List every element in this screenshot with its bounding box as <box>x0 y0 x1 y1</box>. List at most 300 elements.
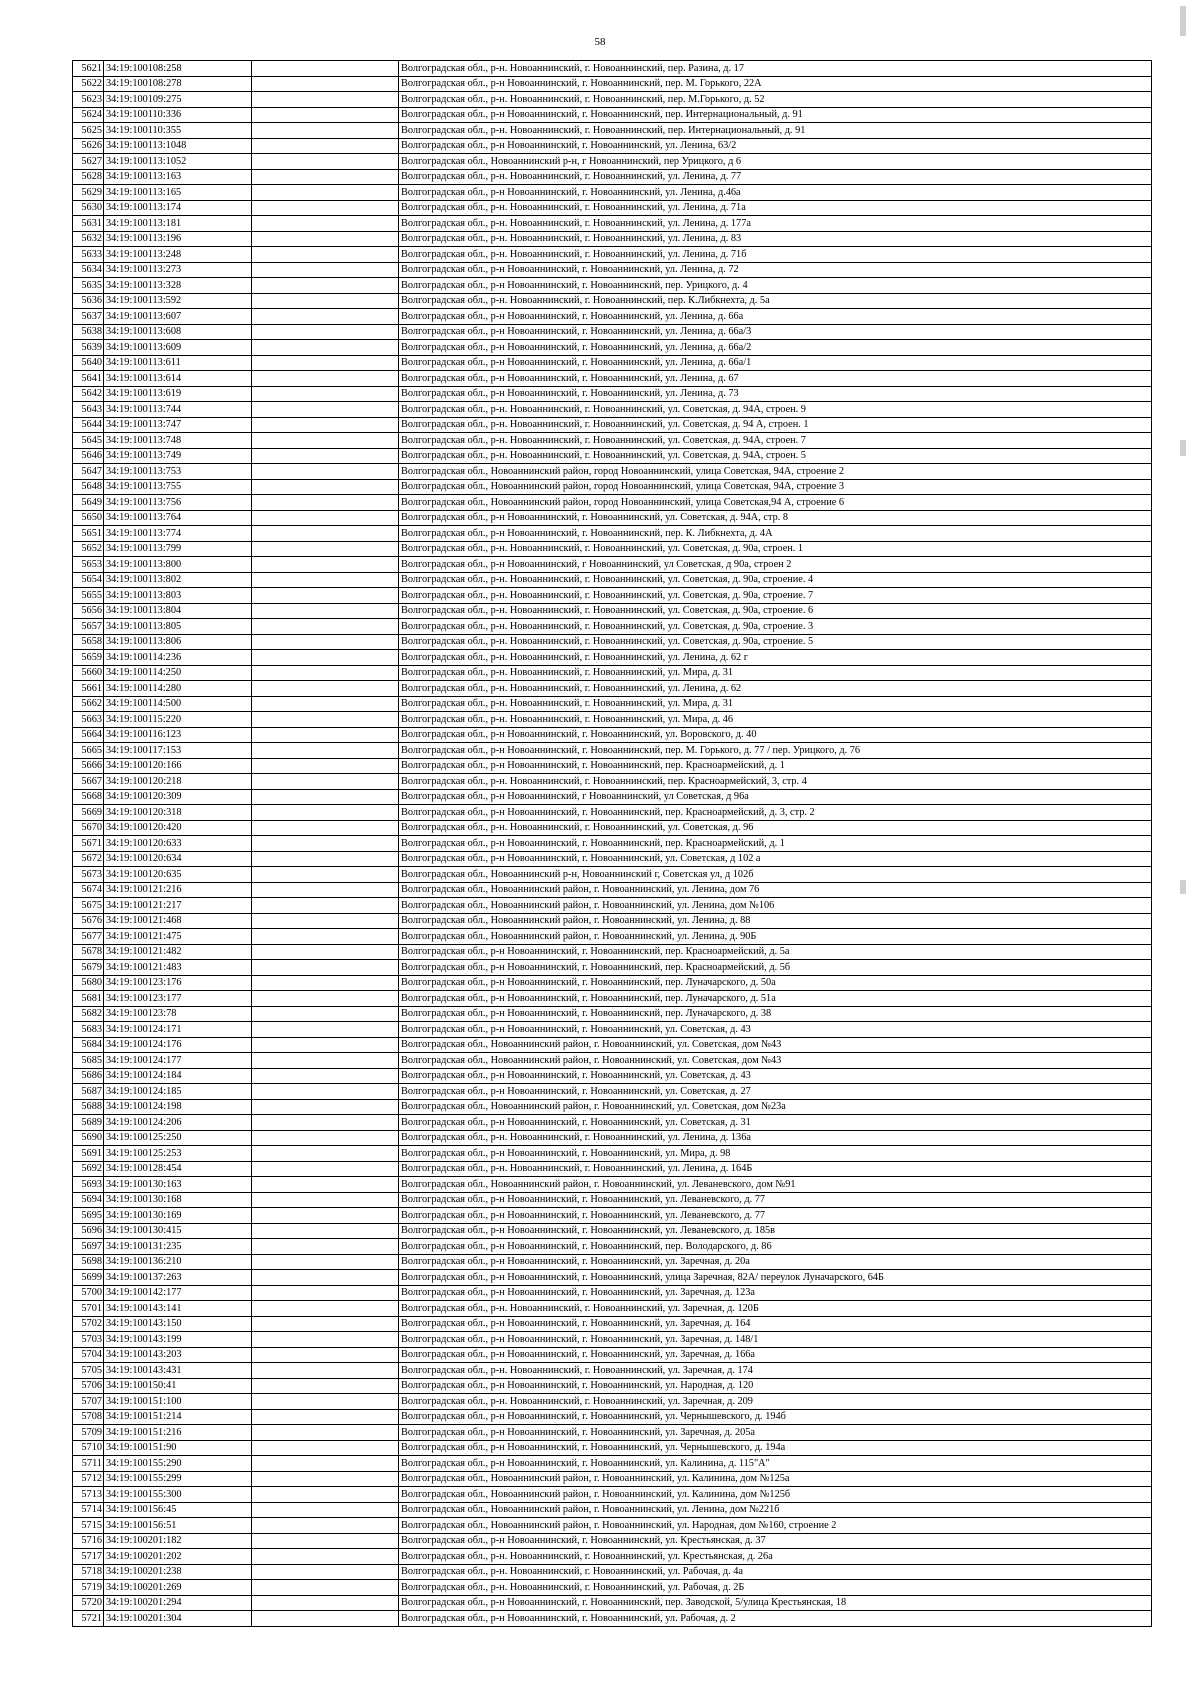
address-cell: Волгоградская обл., Новоаннинский район, город Новоаннинский, улица Советская, 94А, строение 2 <box>399 464 1152 480</box>
cadastral-number-cell: 34:19:100113:747 <box>104 417 252 433</box>
row-number-cell: 5705 <box>73 1363 104 1379</box>
table-row <box>73 1022 1152 1038</box>
address-cell: Волгоградская обл., р-н Новоаннинский, г. Новоаннинский, ул. Чернышевского, д. 194а <box>399 1440 1152 1456</box>
table-row <box>73 1208 1152 1224</box>
row-number-cell: 5691 <box>73 1146 104 1162</box>
row-number-cell: 5719 <box>73 1580 104 1596</box>
empty-cell <box>252 929 399 945</box>
cadastral-number-cell: 34:19:100113:748 <box>104 433 252 449</box>
empty-cell <box>252 1487 399 1503</box>
cadastral-number-cell: 34:19:100201:238 <box>104 1564 252 1580</box>
cadastral-number-cell: 34:19:100125:253 <box>104 1146 252 1162</box>
cadastral-number-cell: 34:19:100110:336 <box>104 107 252 123</box>
cadastral-number-cell: 34:19:100155:299 <box>104 1471 252 1487</box>
empty-cell <box>252 1301 399 1317</box>
address-cell: Волгоградская обл., р-н Новоаннинский, г. Новоаннинский, пер. Урицкого, д. 4 <box>399 278 1152 294</box>
empty-cell <box>252 293 399 309</box>
row-number-cell: 5636 <box>73 293 104 309</box>
table-row <box>73 309 1152 325</box>
empty-cell <box>252 309 399 325</box>
cadastral-number-cell: 34:19:100201:294 <box>104 1595 252 1611</box>
row-number-cell: 5714 <box>73 1502 104 1518</box>
address-cell: Волгоградская обл., р-н Новоаннинский, г. Новоаннинский, ул. Ленина, д. 66а/1 <box>399 355 1152 371</box>
empty-cell <box>252 1611 399 1627</box>
table-row <box>73 1068 1152 1084</box>
address-cell: Волгоградская обл., р-н Новоаннинский, г. Новоаннинский, пер. М. Горького, д. 77 / пер. Урицкого, д. 76 <box>399 743 1152 759</box>
table-row <box>73 1006 1152 1022</box>
table-row <box>73 371 1152 387</box>
address-cell: Волгоградская обл., Новоаннинский р-н, Новоаннинский г, Советская ул, д 102б <box>399 867 1152 883</box>
table-row <box>73 557 1152 573</box>
empty-cell <box>252 634 399 650</box>
address-cell: Волгоградская обл., р-н Новоаннинский, г. Новоаннинский, ул. Ленина, д. 66а/3 <box>399 324 1152 340</box>
table-row <box>73 185 1152 201</box>
row-number-cell: 5674 <box>73 882 104 898</box>
cadastral-number-cell: 34:19:100108:258 <box>104 61 252 77</box>
row-number-cell: 5628 <box>73 169 104 185</box>
cadastral-number-cell: 34:19:100123:78 <box>104 1006 252 1022</box>
table-row <box>73 278 1152 294</box>
row-number-cell: 5718 <box>73 1564 104 1580</box>
empty-cell <box>252 1580 399 1596</box>
table-row <box>73 1471 1152 1487</box>
cadastral-number-cell: 34:19:100113:803 <box>104 588 252 604</box>
row-number-cell: 5641 <box>73 371 104 387</box>
empty-cell <box>252 1115 399 1131</box>
empty-cell <box>252 1440 399 1456</box>
scan-artifact-mark <box>1180 6 1186 36</box>
cadastral-number-cell: 34:19:100115:220 <box>104 712 252 728</box>
empty-cell <box>252 169 399 185</box>
table-row <box>73 805 1152 821</box>
cadastral-number-cell: 34:19:100151:216 <box>104 1425 252 1441</box>
row-number-cell: 5708 <box>73 1409 104 1425</box>
cadastral-number-cell: 34:19:100136:210 <box>104 1254 252 1270</box>
address-cell: Волгоградская обл., р-н. Новоаннинский, г. Новоаннинский, пер. Разина, д. 17 <box>399 61 1152 77</box>
address-cell: Волгоградская обл., р-н Новоаннинский, г. Новоаннинский, пер. Заводской, 5/улица Крестьянская, 18 <box>399 1595 1152 1611</box>
table-row <box>73 1037 1152 1053</box>
empty-cell <box>252 185 399 201</box>
cadastral-number-cell: 34:19:100125:250 <box>104 1130 252 1146</box>
address-cell: Волгоградская обл., р-н Новоаннинский, г. Новоаннинский, ул. Народная, д. 120 <box>399 1378 1152 1394</box>
cadastral-number-cell: 34:19:100123:176 <box>104 975 252 991</box>
empty-cell <box>252 1130 399 1146</box>
empty-cell <box>252 1595 399 1611</box>
row-number-cell: 5662 <box>73 696 104 712</box>
address-cell: Волгоградская обл., р-н. Новоаннинский, г. Новоаннинский, ул. Советская, д. 90а, строение. 7 <box>399 588 1152 604</box>
address-cell: Волгоградская обл., Новоаннинский район, город Новоаннинский, улица Советская, 94А, строение 3 <box>399 479 1152 495</box>
row-number-cell: 5652 <box>73 541 104 557</box>
address-cell: Волгоградская обл., р-н Новоаннинский, г. Новоаннинский, пер. Красноармейский, д. 5а <box>399 944 1152 960</box>
address-cell: Волгоградская обл., р-н. Новоаннинский, г. Новоаннинский, ул. Ленина, д. 136а <box>399 1130 1152 1146</box>
cadastral-number-cell: 34:19:100155:300 <box>104 1487 252 1503</box>
empty-cell <box>252 1378 399 1394</box>
table-row <box>73 1549 1152 1565</box>
cadastral-number-cell: 34:19:100113:196 <box>104 231 252 247</box>
address-cell: Волгоградская обл., р-н Новоаннинский, г. Новоаннинский, ул. Заречная, д. 123а <box>399 1285 1152 1301</box>
table-row <box>73 138 1152 154</box>
row-number-cell: 5686 <box>73 1068 104 1084</box>
empty-cell <box>252 1471 399 1487</box>
records-table-body <box>73 61 1152 1627</box>
address-cell: Волгоградская обл., Новоаннинский район, г. Новоаннинский, ул. Советская, дом №43 <box>399 1037 1152 1053</box>
address-cell: Волгоградская обл., р-н. Новоаннинский, г. Новоаннинский, ул. Советская, д. 96 <box>399 820 1152 836</box>
cadastral-number-cell: 34:19:100113:273 <box>104 262 252 278</box>
row-number-cell: 5676 <box>73 913 104 929</box>
table-row <box>73 1099 1152 1115</box>
cadastral-number-cell: 34:19:100110:355 <box>104 123 252 139</box>
table-row <box>73 944 1152 960</box>
row-number-cell: 5695 <box>73 1208 104 1224</box>
address-cell: Волгоградская обл., р-н Новоаннинский, г. Новоаннинский, пер. М. Горького, 22А <box>399 76 1152 92</box>
row-number-cell: 5698 <box>73 1254 104 1270</box>
empty-cell <box>252 1192 399 1208</box>
row-number-cell: 5679 <box>73 960 104 976</box>
row-number-cell: 5659 <box>73 650 104 666</box>
row-number-cell: 5654 <box>73 572 104 588</box>
row-number-cell: 5638 <box>73 324 104 340</box>
row-number-cell: 5711 <box>73 1456 104 1472</box>
row-number-cell: 5632 <box>73 231 104 247</box>
empty-cell <box>252 650 399 666</box>
row-number-cell: 5648 <box>73 479 104 495</box>
table-row <box>73 510 1152 526</box>
row-number-cell: 5696 <box>73 1223 104 1239</box>
row-number-cell: 5701 <box>73 1301 104 1317</box>
row-number-cell: 5707 <box>73 1394 104 1410</box>
table-row <box>73 743 1152 759</box>
table-row <box>73 1115 1152 1131</box>
empty-cell <box>252 510 399 526</box>
address-cell: Волгоградская обл., р-н. Новоаннинский, г. Новоаннинский, ул. Ленина, д. 71б <box>399 247 1152 263</box>
cadastral-number-cell: 34:19:100120:633 <box>104 836 252 852</box>
cadastral-number-cell: 34:19:100113:607 <box>104 309 252 325</box>
cadastral-number-cell: 34:19:100120:309 <box>104 789 252 805</box>
cadastral-number-cell: 34:19:100124:185 <box>104 1084 252 1100</box>
table-row <box>73 1363 1152 1379</box>
address-cell: Волгоградская обл., р-н. Новоаннинский, г. Новоаннинский, пер. М.Горького, д. 52 <box>399 92 1152 108</box>
address-cell: Волгоградская обл., р-н. Новоаннинский, г. Новоаннинский, ул. Советская, д. 90а, строение. 4 <box>399 572 1152 588</box>
table-row <box>73 712 1152 728</box>
row-number-cell: 5689 <box>73 1115 104 1131</box>
empty-cell <box>252 495 399 511</box>
cadastral-number-cell: 34:19:100124:177 <box>104 1053 252 1069</box>
row-number-cell: 5692 <box>73 1161 104 1177</box>
cadastral-number-cell: 34:19:100137:263 <box>104 1270 252 1286</box>
row-number-cell: 5720 <box>73 1595 104 1611</box>
address-cell: Волгоградская обл., р-н. Новоаннинский, г. Новоаннинский, ул. Мира, д. 31 <box>399 665 1152 681</box>
empty-cell <box>252 1006 399 1022</box>
row-number-cell: 5661 <box>73 681 104 697</box>
table-row <box>73 1285 1152 1301</box>
row-number-cell: 5624 <box>73 107 104 123</box>
row-number-cell: 5625 <box>73 123 104 139</box>
table-row <box>73 386 1152 402</box>
table-row <box>73 1177 1152 1193</box>
empty-cell <box>252 588 399 604</box>
empty-cell <box>252 1208 399 1224</box>
cadastral-number-cell: 34:19:100113:805 <box>104 619 252 635</box>
empty-cell <box>252 479 399 495</box>
cadastral-number-cell: 34:19:100113:609 <box>104 340 252 356</box>
table-row <box>73 526 1152 542</box>
cadastral-number-cell: 34:19:100114:250 <box>104 665 252 681</box>
row-number-cell: 5721 <box>73 1611 104 1627</box>
cadastral-number-cell: 34:19:100121:482 <box>104 944 252 960</box>
cadastral-number-cell: 34:19:100113:608 <box>104 324 252 340</box>
row-number-cell: 5630 <box>73 200 104 216</box>
empty-cell <box>252 1518 399 1534</box>
cadastral-number-cell: 34:19:100113:744 <box>104 402 252 418</box>
address-cell: Волгоградская обл., Новоаннинский район, город Новоаннинский, улица Советская,94 А, строение 6 <box>399 495 1152 511</box>
row-number-cell: 5651 <box>73 526 104 542</box>
address-cell: Волгоградская обл., Новоаннинский район, г. Новоаннинский, ул. Народная, дом №160, строение 2 <box>399 1518 1152 1534</box>
table-row <box>73 774 1152 790</box>
address-cell: Волгоградская обл., р-н. Новоаннинский, г. Новоаннинский, ул. Советская, д. 90а, строение. 5 <box>399 634 1152 650</box>
empty-cell <box>252 1533 399 1549</box>
cadastral-number-cell: 34:19:100113:755 <box>104 479 252 495</box>
address-cell: Волгоградская обл., р-н Новоаннинский, г. Новоаннинский, ул. Советская, д. 43 <box>399 1068 1152 1084</box>
empty-cell <box>252 805 399 821</box>
table-row <box>73 1332 1152 1348</box>
empty-cell <box>252 991 399 1007</box>
row-number-cell: 5667 <box>73 774 104 790</box>
row-number-cell: 5709 <box>73 1425 104 1441</box>
address-cell: Волгоградская обл., р-н. Новоаннинский, г. Новоаннинский, ул. Ленина, д. 62 г <box>399 650 1152 666</box>
table-row <box>73 1347 1152 1363</box>
cadastral-number-cell: 34:19:100130:415 <box>104 1223 252 1239</box>
empty-cell <box>252 960 399 976</box>
cadastral-number-cell: 34:19:100130:169 <box>104 1208 252 1224</box>
empty-cell <box>252 247 399 263</box>
table-row <box>73 355 1152 371</box>
row-number-cell: 5657 <box>73 619 104 635</box>
cadastral-number-cell: 34:19:100143:199 <box>104 1332 252 1348</box>
page-number: 58 <box>594 36 606 48</box>
row-number-cell: 5717 <box>73 1549 104 1565</box>
table-row <box>73 650 1152 666</box>
row-number-cell: 5627 <box>73 154 104 170</box>
row-number-cell: 5712 <box>73 1471 104 1487</box>
address-cell: Волгоградская обл., Новоаннинский р-н, г Новоаннинский, пер Урицкого, д 6 <box>399 154 1152 170</box>
empty-cell <box>252 216 399 232</box>
cadastral-number-cell: 34:19:100113:800 <box>104 557 252 573</box>
empty-cell <box>252 1022 399 1038</box>
address-cell: Волгоградская обл., р-н Новоаннинский, г. Новоаннинский, пер. Луначарского, д. 50а <box>399 975 1152 991</box>
table-row <box>73 76 1152 92</box>
row-number-cell: 5672 <box>73 851 104 867</box>
row-number-cell: 5685 <box>73 1053 104 1069</box>
table-row <box>73 1518 1152 1534</box>
address-cell: Волгоградская обл., р-н Новоаннинский, г. Новоаннинский, ул. Заречная, д. 164 <box>399 1316 1152 1332</box>
cadastral-number-cell: 34:19:100124:171 <box>104 1022 252 1038</box>
empty-cell <box>252 107 399 123</box>
cadastral-number-cell: 34:19:100113:592 <box>104 293 252 309</box>
table-row <box>73 1440 1152 1456</box>
row-number-cell: 5644 <box>73 417 104 433</box>
row-number-cell: 5671 <box>73 836 104 852</box>
table-row <box>73 495 1152 511</box>
row-number-cell: 5663 <box>73 712 104 728</box>
address-cell: Волгоградская обл., р-н. Новоаннинский, г. Новоаннинский, пер. К.Либкнехта, д. 5а <box>399 293 1152 309</box>
address-cell: Волгоградская обл., Новоаннинский район, г. Новоаннинский, ул. Советская, дом №23а <box>399 1099 1152 1115</box>
table-row <box>73 1425 1152 1441</box>
address-cell: Волгоградская обл., р-н Новоаннинский, г. Новоаннинский, ул. Ленина, 63/2 <box>399 138 1152 154</box>
empty-cell <box>252 92 399 108</box>
row-number-cell: 5639 <box>73 340 104 356</box>
row-number-cell: 5699 <box>73 1270 104 1286</box>
address-cell: Волгоградская обл., р-н. Новоаннинский, г. Новоаннинский, ул. Мира, д. 31 <box>399 696 1152 712</box>
row-number-cell: 5706 <box>73 1378 104 1394</box>
empty-cell <box>252 526 399 542</box>
row-number-cell: 5660 <box>73 665 104 681</box>
address-cell: Волгоградская обл., Новоаннинский район, г. Новоаннинский, ул. Ленина, дом №106 <box>399 898 1152 914</box>
table-row <box>73 727 1152 743</box>
empty-cell <box>252 417 399 433</box>
cadastral-number-cell: 34:19:100155:290 <box>104 1456 252 1472</box>
row-number-cell: 5670 <box>73 820 104 836</box>
row-number-cell: 5704 <box>73 1347 104 1363</box>
address-cell: Волгоградская обл., р-н. Новоаннинский, г. Новоаннинский, ул. Ленина, д. 71а <box>399 200 1152 216</box>
table-row <box>73 1130 1152 1146</box>
empty-cell <box>252 464 399 480</box>
empty-cell <box>252 200 399 216</box>
cadastral-number-cell: 34:19:100201:304 <box>104 1611 252 1627</box>
address-cell: Волгоградская обл., р-н Новоаннинский, г. Новоаннинский, пер. К. Либкнехта, д. 4А <box>399 526 1152 542</box>
address-cell: Волгоградская обл., р-н Новоаннинский, г. Новоаннинский, ул. Мира, д. 98 <box>399 1146 1152 1162</box>
address-cell: Волгоградская обл., р-н. Новоаннинский, г. Новоаннинский, ул. Советская, д. 90а, строение. 3 <box>399 619 1152 635</box>
address-cell: Волгоградская обл., р-н. Новоаннинский, г. Новоаннинский, ул. Советская, д. 94А, строен. 7 <box>399 433 1152 449</box>
empty-cell <box>252 355 399 371</box>
empty-cell <box>252 557 399 573</box>
empty-cell <box>252 1285 399 1301</box>
table-row <box>73 929 1152 945</box>
empty-cell <box>252 696 399 712</box>
table-row <box>73 293 1152 309</box>
empty-cell <box>252 836 399 852</box>
row-number-cell: 5655 <box>73 588 104 604</box>
row-number-cell: 5669 <box>73 805 104 821</box>
address-cell: Волгоградская обл., р-н Новоаннинский, г. Новоаннинский, ул. Крестьянская, д. 37 <box>399 1533 1152 1549</box>
address-cell: Волгоградская обл., р-н. Новоаннинский, г. Новоаннинский, ул. Рабочая, д. 4а <box>399 1564 1152 1580</box>
address-cell: Волгоградская обл., р-н Новоаннинский, г. Новоаннинский, пер. Луначарского, д. 51а <box>399 991 1152 1007</box>
row-number-cell: 5687 <box>73 1084 104 1100</box>
address-cell: Волгоградская обл., Новоаннинский район, г. Новоаннинский, ул. Ленина, дом 76 <box>399 882 1152 898</box>
empty-cell <box>252 1068 399 1084</box>
table-row <box>73 1502 1152 1518</box>
cadastral-number-cell: 34:19:100120:420 <box>104 820 252 836</box>
table-row <box>73 867 1152 883</box>
row-number-cell: 5678 <box>73 944 104 960</box>
table-row <box>73 61 1152 77</box>
cadastral-number-cell: 34:19:100113:328 <box>104 278 252 294</box>
cadastral-number-cell: 34:19:100113:1048 <box>104 138 252 154</box>
table-row <box>73 1595 1152 1611</box>
cadastral-number-cell: 34:19:100130:163 <box>104 1177 252 1193</box>
empty-cell <box>252 882 399 898</box>
row-number-cell: 5656 <box>73 603 104 619</box>
empty-cell <box>252 1223 399 1239</box>
empty-cell <box>252 681 399 697</box>
address-cell: Волгоградская обл., р-н Новоаннинский, г. Новоаннинский, ул. Советская, д. 27 <box>399 1084 1152 1100</box>
cadastral-number-cell: 34:19:100121:483 <box>104 960 252 976</box>
row-number-cell: 5646 <box>73 448 104 464</box>
cadastral-number-cell: 34:19:100113:799 <box>104 541 252 557</box>
address-cell: Волгоградская обл., р-н Новоаннинский, г. Новоаннинский, ул. Леваневского, д. 77 <box>399 1208 1152 1224</box>
row-number-cell: 5626 <box>73 138 104 154</box>
empty-cell <box>252 1053 399 1069</box>
address-cell: Волгоградская обл., р-н. Новоаннинский, г. Новоаннинский, ул. Советская, д. 94 А, строен. 1 <box>399 417 1152 433</box>
address-cell: Волгоградская обл., р-н Новоаннинский, г. Новоаннинский, ул. Заречная, д. 148/1 <box>399 1332 1152 1348</box>
table-row <box>73 1270 1152 1286</box>
address-cell: Волгоградская обл., Новоаннинский район, г. Новоаннинский, ул. Ленина, дом №221б <box>399 1502 1152 1518</box>
empty-cell <box>252 975 399 991</box>
address-cell: Волгоградская обл., р-н. Новоаннинский, г. Новоаннинский, ул. Ленина, д. 83 <box>399 231 1152 247</box>
table-row <box>73 851 1152 867</box>
table-row <box>73 1378 1152 1394</box>
row-number-cell: 5703 <box>73 1332 104 1348</box>
empty-cell <box>252 231 399 247</box>
row-number-cell: 5683 <box>73 1022 104 1038</box>
empty-cell <box>252 1564 399 1580</box>
table-row <box>73 1564 1152 1580</box>
address-cell: Волгоградская обл., р-н Новоаннинский, г. Новоаннинский, пер. Красноармейский, д. 3, стр. 2 <box>399 805 1152 821</box>
row-number-cell: 5658 <box>73 634 104 650</box>
table-row <box>73 572 1152 588</box>
address-cell: Волгоградская обл., р-н. Новоаннинский, г. Новоаннинский, пер. Интернациональный, д. 91 <box>399 123 1152 139</box>
row-number-cell: 5631 <box>73 216 104 232</box>
cadastral-number-cell: 34:19:100120:318 <box>104 805 252 821</box>
address-cell: Волгоградская обл., р-н. Новоаннинский, г. Новоаннинский, пер. Красноармейский, 3, стр. 4 <box>399 774 1152 790</box>
cadastral-number-cell: 34:19:100113:1052 <box>104 154 252 170</box>
address-cell: Волгоградская обл., Новоаннинский район, г. Новоаннинский, ул. Леваневского, дом №91 <box>399 1177 1152 1193</box>
table-row <box>73 1239 1152 1255</box>
address-cell: Волгоградская обл., р-н Новоаннинский, г. Новоаннинский, ул. Заречная, д. 20а <box>399 1254 1152 1270</box>
address-cell: Волгоградская обл., р-н Новоаннинский, г. Новоаннинский, пер. Володарского, д. 86 <box>399 1239 1152 1255</box>
cadastral-number-cell: 34:19:100113:174 <box>104 200 252 216</box>
row-number-cell: 5622 <box>73 76 104 92</box>
table-row <box>73 588 1152 604</box>
empty-cell <box>252 851 399 867</box>
cadastral-number-cell: 34:19:100151:90 <box>104 1440 252 1456</box>
row-number-cell: 5682 <box>73 1006 104 1022</box>
address-cell: Волгоградская обл., р-н Новоаннинский, г. Новоаннинский, ул. Леваневского, д. 77 <box>399 1192 1152 1208</box>
table-row <box>73 975 1152 991</box>
cadastral-number-cell: 34:19:100113:774 <box>104 526 252 542</box>
address-cell: Волгоградская обл., р-н. Новоаннинский, г. Новоаннинский, ул. Советская, д. 94А, строен. 5 <box>399 448 1152 464</box>
table-row <box>73 1146 1152 1162</box>
cadastral-number-cell: 34:19:100108:278 <box>104 76 252 92</box>
row-number-cell: 5637 <box>73 309 104 325</box>
table-row <box>73 1254 1152 1270</box>
empty-cell <box>252 1456 399 1472</box>
table-row <box>73 1301 1152 1317</box>
row-number-cell: 5623 <box>73 92 104 108</box>
empty-cell <box>252 448 399 464</box>
cadastral-number-cell: 34:19:100201:269 <box>104 1580 252 1596</box>
cadastral-number-cell: 34:19:100143:150 <box>104 1316 252 1332</box>
address-cell: Волгоградская обл., р-н. Новоаннинский, г. Новоаннинский, ул. Рабочая, д. 2Б <box>399 1580 1152 1596</box>
address-cell: Волгоградская обл., р-н Новоаннинский, г. Новоаннинский, ул. Советская, д. 43 <box>399 1022 1152 1038</box>
table-row <box>73 758 1152 774</box>
empty-cell <box>252 867 399 883</box>
empty-cell <box>252 619 399 635</box>
address-cell: Волгоградская обл., р-н Новоаннинский, г. Новоаннинский, ул. Советская, д. 31 <box>399 1115 1152 1131</box>
empty-cell <box>252 789 399 805</box>
row-number-cell: 5665 <box>73 743 104 759</box>
cadastral-number-cell: 34:19:100151:100 <box>104 1394 252 1410</box>
row-number-cell: 5681 <box>73 991 104 1007</box>
